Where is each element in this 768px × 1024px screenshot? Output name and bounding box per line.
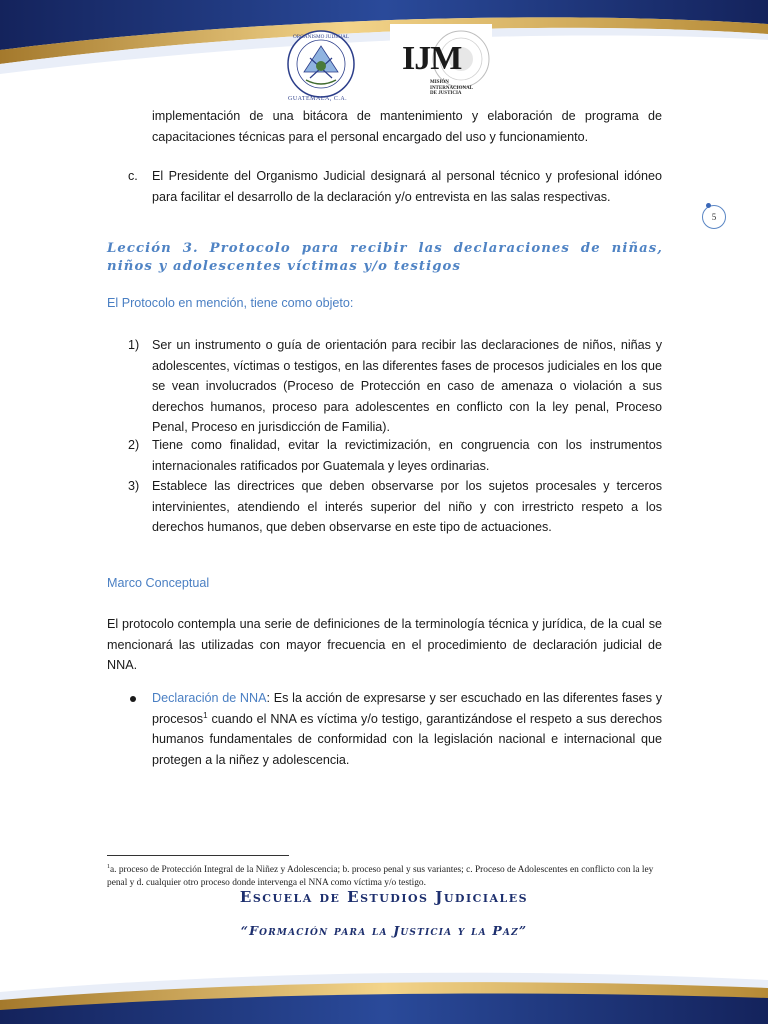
page-number: 5 xyxy=(711,212,717,222)
page-number-badge xyxy=(702,205,726,229)
list-item-text: Tiene como finalidad, evitar la revictimización, en congruencia con los instrumentos internacionales ratificados por Guatemala y leyes ordinarias. xyxy=(152,438,662,473)
footnote-divider xyxy=(107,855,289,856)
oj-caption: GUATEMALA, C.A. xyxy=(288,96,348,102)
definition-term: Declaración de NNA xyxy=(152,691,267,705)
list-item-text: Ser un instrumento o guía de orientación para recibir las declaraciones de niños, niñas y adolescentes, víctimas o testigos, en las diferentes fases de procesos judiciales en los que se vean involucrados (Proceso de Protección en caso de amenaza o violación a sus derechos humanos, proceso para adolescentes en conflicto con la ley penal, Proceso Penal, Proceso en jurisdicción de Familia). xyxy=(152,338,662,434)
ijm-logo xyxy=(390,24,492,106)
bullet-icon xyxy=(130,696,136,702)
objective-item-1 xyxy=(128,335,662,434)
footnote-marker: 1 xyxy=(107,863,110,870)
list-item-text: Establece las directrices que deben observarse por los sujetos procesales y terceros intervinientes, atendiendo el interés superior del niño y con irrestricto respeto a los derechos humanos, que deben observarse en este tipo de actuaciones. xyxy=(152,479,662,534)
list-marker: 2) xyxy=(128,438,140,452)
footnote-reference[interactable]: 1 xyxy=(203,710,208,720)
definition-paragraph xyxy=(152,688,662,770)
ijm-subtitle: MISIÓN INTERNACIONAL DE JUSTICIA xyxy=(430,80,473,96)
organismo-judicial-seal-icon xyxy=(282,28,360,104)
marco-heading: Marco Conceptual xyxy=(107,576,210,590)
definition-colon: : xyxy=(266,691,271,705)
list-marker: c. xyxy=(128,169,138,183)
definition-text-1: Es la acción de expresarse y ser escuchado en las diferentes fases y procesos xyxy=(152,691,662,726)
page-number-dot xyxy=(706,203,711,208)
list-marker: 1) xyxy=(128,338,140,352)
list-item-text: El Presidente del Organismo Judicial designará al personal técnico y profesional idóneo para facilitar el desarrollo de la declaración y/o entrevista en las salas respectivas. xyxy=(152,169,662,204)
list-marker: 3) xyxy=(128,479,140,493)
intro-continuation: implementación de una bitácora de mantenimiento y elaboración de programa de capacitaciones técnicas para el personal encargado del uso y funcionamiento. xyxy=(152,109,662,144)
lesson-title: Lección 3. Protocolo para recibir las declaraciones de niñas, niños y adolescentes víctimas y/o testigos xyxy=(107,241,663,274)
marco-paragraph: El protocolo contempla una serie de definiciones de la terminología técnica y jurídica, de la cual se mencionará las utilizadas con mayor frecuencia en el procedimiento de declaración judicial de NNA. xyxy=(107,617,662,672)
footnote-text: a. proceso de Protección Integral de la Niñez y Adolescencia; b. proceso penal y sus variantes; c. Proceso de Adolescentes en conflicto con la ley penal y d. cualquier otro proceso donde intervenga el NNA como víctima y/o testigo. xyxy=(107,865,654,888)
objective-heading: El Protocolo en mención, tiene como objeto: xyxy=(107,296,354,310)
school-name: Escuela de Estudios Judiciales xyxy=(239,888,529,906)
school-motto: “Formación para la Justicia y la Paz” xyxy=(240,923,528,938)
definition-text-2: cuando el NNA es víctima y/o testigo, garantizándose el respeto a sus derechos humanos fundamentales de conformidad con la legislación nacional e internacional que protegen a la niñez y adolescencia. xyxy=(152,711,662,767)
ijm-letters: IJM xyxy=(402,40,462,77)
footnote xyxy=(107,864,667,889)
footer-decorative-band xyxy=(0,934,768,1024)
header-logos xyxy=(282,24,492,106)
oj-seal-text: ORGANISMO JUDICIAL xyxy=(292,34,350,40)
